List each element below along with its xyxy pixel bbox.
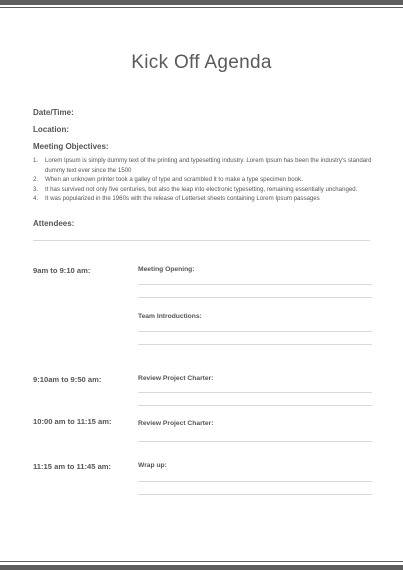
attendees-label: Attendees:	[33, 219, 75, 228]
objective-item	[33, 185, 378, 195]
top-border-bar	[0, 0, 403, 5]
page-title: Kick Off Agenda	[131, 52, 272, 73]
attendees-line	[33, 240, 370, 241]
bottom-border-line	[0, 561, 403, 562]
objective-number: 4.	[33, 195, 39, 203]
time-slot: 10:00 am to 11:15 am:	[33, 417, 112, 426]
objective-item	[33, 175, 378, 185]
meeting-objectives-label: Meeting Objectives:	[33, 142, 109, 151]
objective-text: It has survived not only five centuries, but also the leap into electronic typesetting, remaining essentially unchanged.	[45, 185, 358, 193]
objective-item	[33, 156, 378, 175]
bottom-border-bar	[0, 565, 403, 570]
objective-text: It was popularized in the 1960s with the release of Letterset sheets containing Lorem Ipsum passages	[45, 195, 320, 203]
top-border-line	[0, 7, 403, 8]
time-slot: 9:10am to 9:50 am:	[33, 375, 102, 384]
note-line	[138, 344, 372, 345]
objectives-list	[33, 156, 378, 204]
note-line	[138, 331, 372, 332]
objective-number: 1.	[33, 157, 39, 164]
note-line	[138, 284, 372, 285]
note-line	[138, 405, 372, 406]
objective-number: 2.	[33, 176, 39, 184]
note-line	[138, 297, 372, 298]
objective-item	[33, 194, 378, 204]
objective-text: When an unknown printer took a galley of type and scrambled it to make a type specimen book.	[45, 176, 303, 184]
time-slot: 9am to 9:10 am:	[33, 266, 91, 275]
date-time-label: Date/Time:	[33, 108, 74, 117]
agenda-item: Review Project Charter:	[138, 375, 214, 382]
agenda-item: Review Project Charter:	[138, 420, 214, 427]
note-line	[138, 494, 372, 495]
objective-number: 3.	[33, 185, 39, 193]
objective-text: Lorem Ipsum is simply dummy text of the printing and typesetting industry. Lorem Ipsum has been the industry's standard dummy text ever since the 1500	[45, 157, 372, 174]
location-label: Location:	[33, 125, 69, 134]
agenda-item: Wrap up:	[138, 462, 167, 469]
note-line	[138, 392, 372, 393]
agenda-item: Meeting Opening:	[138, 266, 195, 273]
agenda-item: Team Introductions:	[138, 313, 202, 320]
note-line	[138, 481, 372, 482]
time-slot: 11:15 am to 11:45 am:	[33, 462, 112, 471]
note-line	[138, 441, 372, 442]
